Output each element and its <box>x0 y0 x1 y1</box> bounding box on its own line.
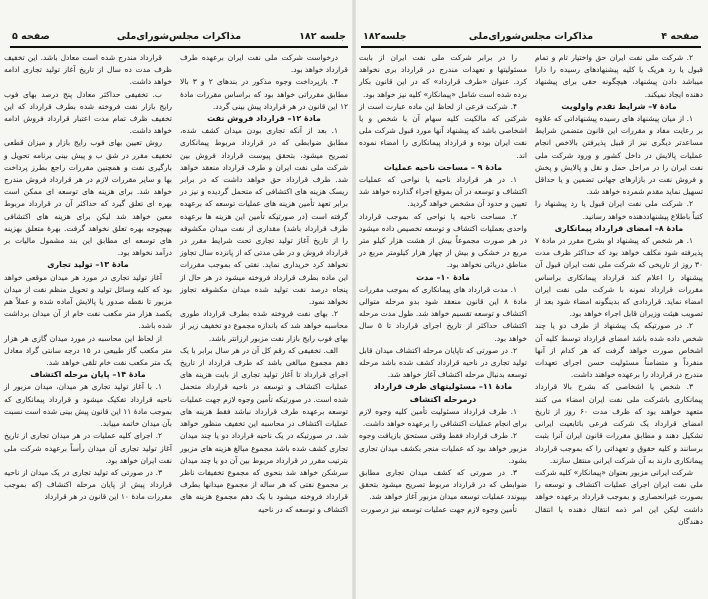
article-heading: مادهٔ ۹ – مساحت ناحیه عملیات <box>383 162 503 172</box>
paragraph: ۲. شرکت ملی نفت ایران حق واختیار تام و تمام قبول یا رد هریک یا کلیه پیشنهادهای رسیده را دارا میباشد دادن پیشنهاد، هیچگونه حقی برای پیشنهاد دهنده ایجاد نمیکند. <box>535 53 703 99</box>
paragraph: از لحاظ این محاسبه در مورد میدان گازی هر هزار متر مکعب گاز طبیعی در ۱۵ درجه سانتی گراد معادل یک متر مکعب نفت خام تلقی خواهد شد. <box>4 333 172 368</box>
text-column <box>180 52 348 516</box>
left-page <box>0 0 353 599</box>
paragraph: ۱. بعد از آنکه تجاری بودن میدان کشف شده، مطابق ضوابطی که در قرارداد مربوط پیمانکاری تصریح میشود، بتحقق پیوست قرارداد فروش بین شرکت ملی نفت ایران و طرف قرارداد منعقد خواهد شد. طرف قرارداد حق خواهد داشت که در برابر ریسک هزینه های اکتشافی که متحمل گردیده و نیز در برابر تعهد تأمین هزینه های عملیات توسعه که برعهده گرفته است (در صورتیکه تأمین این هزینه ها برعهده طرف قرارداد باشد) مقداری از نفت میدان مکشوفه را از تاریخ آغاز تولید تجاری تحت شرایط مقرر در قرارداد فروش و در طی مدتی که از پانزده سال تجاوز نخواهد کرد خریداری نماید. نفتی که بموجب مقررات این ماده بطرف قرارداد فروخته میشود در هر حال از پنجاه درصد نفت تولید شده میدان مکشوفه تجاوز نخواهد نمود. <box>180 126 348 307</box>
right-page <box>355 0 708 599</box>
paragraph: ۴. شرکت فرعی از لحاظ این ماده عبارت است از شرکتی که مالکیت کلیه سهام آن با شخص و یا اشخاصی باشد که پیشنهاد آنها مورد قبول شرکت ملی نفت ایران بوده و قرارداد پیمانکاری را امضاء نموده اند. <box>359 101 527 160</box>
paragraph: را در برابر شرکت ملی نفت ایران از بابت مسئولیتها و تعهدات مندرج در قرارداد بری نخواهد کرد. عنوان «طرف قرارداد» که در این قانون بکار برده شده است شامل «پیمانکار» کلیه نیز خواهد بود. <box>359 53 527 99</box>
paragraph: ۱. هر شخص که پیشنهاد او بشرح مقرر در مادهٔ ۷ پذیرفته شود مکلف خواهد بود که حداکثر ظرف مدت ۳۰ روز از تاریخی که شرکت ملی نفت ایران قبول آن پیشنهاد را اعلام کند قرارداد پیمانکاری براساس مقررات قرارداد نمونه با شرکت ملی نفت ایران امضاء نماید. قراردادی که بدینگونه امضاء شود بعد از تصویب هیئت وزیران قابل اجراء خواهد بود. <box>535 236 703 319</box>
text-column <box>4 52 172 504</box>
paragraph: ۲. شرکت ملی نفت ایران قبول یا رد پیشنهاد را کتباً باطلاع پیشنهاددهنده خواهد رسانید. <box>535 199 703 221</box>
session-number: جلسه ۱۸۲ <box>299 31 346 42</box>
paragraph: آغاز تولید تجاری در مورد هر میدان موقعی خواهد بود که کلیه وسائل تولید و تحویل منظم نفت از میدان مزبور تا نقطه صدور یا پالایش آماده شده و عملاً هم یکصد هزار متر مکعب نفت خام از آن میدان برداشت شده باشد. <box>4 272 172 331</box>
paragraph: ۲. در صورتی که تاپایان مرحله اکتشاف میدان قابل تولید تجاری در ناحیه قرارداد کشف شده باشد مرحله توسعه بدنبال مرحله اکتشاف آغاز خواهد شد. <box>359 345 527 380</box>
article-heading: مادهٔ ۸– امضای قرارداد پیمانکاری <box>554 223 684 233</box>
paragraph: قرارداد مندرج شده است معادل باشد. این تخفیف ظرف مدت ده سال از تاریخ آغاز تولید تجاری ادامه خواهد داشت. <box>4 53 172 87</box>
paragraph: ۱. مدت قرارداد های پیمانکاری که بموجب مقررات مادهٔ ۸ این قانون منعقد شود بدو مرحله متوالی اکتشاف و توسعه تقسیم خواهد شد. طول مدت مرحله اکتشاف حداکثر از تاریخ اجرای قرارداد تا ۵ سال خواهد بود. <box>359 284 527 343</box>
page-number: صفحه ۵ <box>12 31 50 42</box>
article-heading: مادهٔ ۱۱– مسئولیتهای طرف قرارداد درمرحله اکتشاف <box>373 382 513 404</box>
article-heading: مادهٔ ۱۳– تولید تجاری <box>47 260 129 270</box>
paragraph: روش تعیین بهای فوب رایج بازار و میزان قطعی تخفیف مقرر در شق ب و پیش بینی برنامه تحویل و بارگیری نفت و همچنین مقررات راجع بطرز پرداخت بها و سایر مقررات لازم در هر قرارداد فروش مندرج خواهد شد. برای هزینه های توسعه ای ممکن است بهره ای تعلق گیرد که حداکثر آن در قرارداد مربوط معین خواهد شد لیکن برای هزینه های اکتشافی بهیچوجه بهره تعلق نخواهد گرفت. بهرهٔ متعلق بهزینه های توسعه ای مطابق این بند مشمول مالیات بر درآمد نخواهد بود. <box>4 138 172 258</box>
header-rule <box>361 46 701 48</box>
article-heading: مادهٔ ۱۰– مدت <box>416 272 470 282</box>
paragraph: درخواست شرکت ملی نفت ایران برعهده طرف قرارداد خواهد بود. <box>180 53 348 75</box>
text-column <box>359 52 527 516</box>
paragraph: ب. تخفیفی حداکثر معادل پنج درصد بهای فوب رایج بازار نفت فروخته شده بطرف قرارداد که این تخفیف ظرف تمام مدت اعتبار قرارداد فروش ادامه خواهد داشت. <box>4 89 172 136</box>
article-heading: مادهٔ ۷– شرایط تقدم واولویت <box>561 101 677 111</box>
publication-title: مذاکرات مجلس‌شورای‌ملی <box>468 31 594 42</box>
paragraph: ۲. طرف قرارداد فقط وقتی مستحق بازیافت وجوه مزبور خواهد بود که عملیات منجر بکشف میدان تجاری بشود. <box>359 431 527 465</box>
paragraph: ۱. با آغاز تولید تجاری هر میدان، میدان مزبور از ناحیه قرارداد تفکیک میشود و قرارداد پیمانکاری که بموجب مادهٔ ۱۱ این قانون پیش بینی شده است نسبت بآن میدان خاتمه مییابد. <box>4 382 172 429</box>
page-header <box>12 31 346 45</box>
paragraph: ۳. در صورتی که تولید تجاری در یک میدان از ناحیه قرارداد پیش از پایان مرحله اکتشاف (که بموجب مقررات مادهٔ ۱۰ این قانون در هر قرارداد <box>4 467 172 502</box>
paragraph: شرکت ایرانی مزبور بعنوان «پیمانکار» کلیه شرکت ملی نفت ایران اجرای عملیات اکتشاف و توسعه را بصورت غیرانحصاری و بموجب قرارداد برعهده خواهد داشت لیکن این امر ذمه انتقال دهنده یا انتقال دهندگان <box>535 467 703 526</box>
paragraph: ۲. مساحت ناحیه یا نواحی که بموجب قرارداد واحدی بعملیات اکتشاف و توسعه تخصیص داده میشود در هر صورت مجموعاً بیش از هشت هزار کیلو متر مربع در خشکی و بیش از چهار هزار کیلومتر مربع در مناطق دریائی نخواهد بود. <box>359 211 527 270</box>
page-number: صفحه ۴ <box>661 31 699 42</box>
page-header <box>363 31 699 45</box>
header-rule <box>10 46 348 48</box>
paragraph: ۲. اجرای کلیه عملیات در هر میدان تجاری از تاریخ آغاز تولید تجاری آن میدان رأساً برعهده شرکت ملی نفت ایران خواهد بود. <box>4 431 172 465</box>
paragraph: ۴. بازپرداخت وجوه مذکور در بندهای ۲ و ۳ بالا مطابق مقرراتی خواهد بود که براساس مقررات مادهٔ ۱۲ این قانون در هر قرارداد پیش بینی گردد. <box>180 77 348 111</box>
paragraph: ۳. شخص یا اشخاصی که بشرح بالا قرارداد پیمانکاری باشرکت ملی نفت ایران امضاء می کنند متعهد خواهند بود که ظرف مدت ۶۰ روز از تاریخ امضای قرارداد یک شرکت فرعی باتابعیت ایرانی تشکیل دهند و مطابق مقررات قانون ایران آنرا بثبت برسانند و کلیه حقوق و تعهداتی را که بموجب قرارداد پیمانکاری دارند به آن شرکت ایرانی منتقل سازند. <box>535 382 703 465</box>
article-heading: مادهٔ ۱۴– پایان مرحله اکتشاف <box>30 370 146 380</box>
paragraph: ۱. از میان پیشنهاد های رسیده پیشنهاداتی که علاوه بر رعایت مفاد و مقررات این قانون متضمن شرایط مساعدتر دیگری نیز از قبیل پذیرفتن بالاخص انجام عملیات پالایش در داخل کشور و ورود شرکت ملی نفت ایران را در مراحل حمل و نقل و پالایش و پخش و فروش نفت در بازارهای جهانی تضمین و یا حداقل تسهیل نماید مقدم شمرده خواهد شد. <box>535 114 703 197</box>
paragraph: الف. تخفیفی که رقم کل آن در هر سال برابر با یک دهم مجموع مبالغی باشد که طرف قرارداد از تاریخ اجرای قرارداد تا آغاز تولید تجاری از بابت هزینه های عملیات اکتشاف و توسعه در ناحیه قرارداد متحمل شده است. در صورتیکه تأمین وجوه لازم جهت عملیات توسعه برعهده طرف قرارداد نباشد فقط هزینه های عملیات اکتشاف در محاسبه این تخفیف منظور خواهد شد. در صورتیکه در یک ناحیه قرارداد دو یا چند میدان تجاری کشف شده باشد مجموع مبالغ هزینه های مزبور بترتیب مقرر در قرارداد مربوط بین آن دو یا چند میدان سرشکن خواهد شد بنحوی که مجموع تخفیفات ناظر بر مجموع نفتی که هر ساله از مجموع میدانها بطرف قرارداد فروخته میشود با یک دهم مجموع هزینه های اکتشاف و توسعه که در ناحیه <box>179 345 348 514</box>
paragraph: ۳. در صورتی که کشف میدان تجاری مطابق ضوابطی که در قرارداد مربوط تصریح میشود بتحقق بپیوندد عملیات توسعه میدان مزبور آغاز خواهد شد. <box>359 467 527 502</box>
session-number: جلسه۱۸۲ <box>363 31 407 42</box>
paragraph: ۲. در صورتیکه یک پیشنهاد از طرف دو یا چند شخص داده شده باشد امضای قرارداد توسط کلیه آن اشخاص صورت خواهد گرفت که هر کدام از آنها منفرداً و متضامناً مسئولیت حسن اجرای تعهدات مندرج در قرارداد را برعهده خواهند داشت. <box>535 321 703 380</box>
paragraph: ۲. بهای نفت فروخته شده بطرف قرارداد طوری محاسبه خواهد شد که باندازه مجموع دو تخفیف زیر از بهای فوب رایج بازار نفت مزبور ارزانتر باشد. <box>180 309 348 343</box>
paragraph: تأمین وجوه لازم جهت عملیات توسعه نیز درصورت <box>360 504 517 514</box>
text-column <box>535 52 703 528</box>
article-heading: مادهٔ ۱۲– قرارداد فروش نفت <box>207 114 321 124</box>
paragraph: ۱. طرف قرارداد مسئولیت تأمین کلیه وجوه لازم برای انجام عملیات اکتشافی را برعهده خواهد داشت. <box>359 406 527 429</box>
publication-title: مذاکرات مجلس‌شورای‌ملی <box>116 31 242 42</box>
paragraph: ۱. در هر قرارداد ناحیه یا نواحی که عملیات اکتشاف و توسعه در آن بموقع اجراء گذارده خواهد شد تعیین و حدود آن مشخص خواهد گردید. <box>359 175 527 209</box>
